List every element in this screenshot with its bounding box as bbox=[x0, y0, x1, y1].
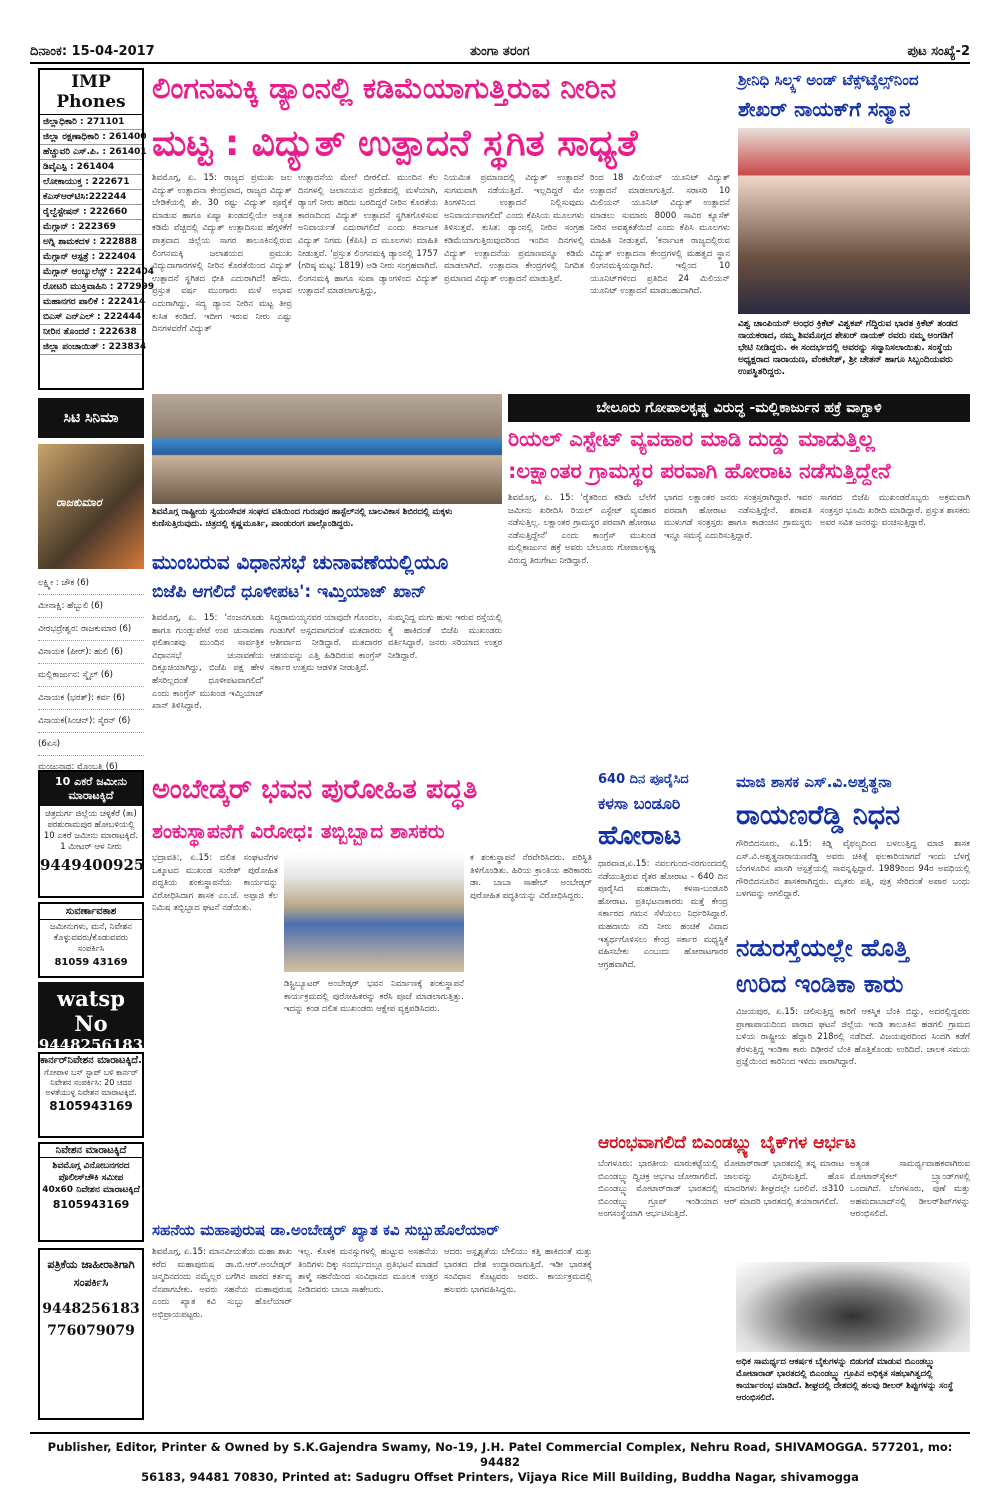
imtiyaz-col-1: ಶಿವಮೊಗ್ಗ, ಏ. 15: 'ನಂಜನಗೂಡು ಹಾಗೂ ಗುಂಡ್ಲುಪೇಟೆ ಉಪ ಚುನಾವಣಾ ಫಲಿತಾಂಶವು ಮುಂದಿನ ಸಾರ್ವತ್ರಿಕ ವಿಧಾನಸಭೆ ಚುನಾವಣೆಯ ದಿಕ್ಸೂಚಿಯಾಗಿದ್ದು, ಬಿಜೆಪಿ ಪಕ್ಷ ಹೇಳ ಹೆಸರಿಲ್ಲದಂತೆ ಧೂಳೀಪಟವಾಗಲಿದೆ' ಎಂದು ಕಾಂಗ್ರೆಸ್ ಮುಖಂಡ ಇಮ್ತಿಯಾಜ್ ಖಾನ್ ತಿಳಿಸಿದ್ದಾರೆ. bbox=[152, 613, 264, 712]
hakre-headline-1: ರಿಯಲ್ ಎಸ್ಟೇಟ್ ವ್ಯವಹಾರ ಮಾಡಿ ದುಡ್ಡು ಮಾಡುತ್ತಿಲ್ಲ bbox=[508, 427, 875, 451]
linganamakki-col-4: ರಿಂದ 18 ಮಿಲಿಯನ್ ಯೂನಿಟ್ ವಿದ್ಯುತ್ ಉತ್ಪಾದನೆ ಮಾಡಲಾಗುತ್ತಿದೆ. ಸರಾಸರಿ 10 ಮಿಲಿಯನ್ ಯೂನಿಟ್ ವಿದ್ಯುತ್ ಉತ್ಪಾದನೆ ಮಾಡಲು ಸುಮಾರು 8000 ಸಾವಿರ ಕ್ಯೂಸೆಕ್ ನೀರಿನ ಅವಶ್ಯಕತೆಯಿದೆ ಎಂದು ಕೆಪಿಸಿ ಮೂಲಗಳು ಮಾಹಿತಿ ನೀಡುತ್ತವೆ. 'ಕರ್ನಾಟಕ ರಾಜ್ಯದಲ್ಲಿರುವ ವಿದ್ಯುತ್ ಉತ್ಪಾದನಾ ಕೇಂದ್ರಗಳಲ್ಲಿ ಮಹತ್ವದ ಸ್ಥಾನ ಲಿಂಗನಮಕ್ಕಿಯದ್ದಾಗಿದೆ. ಇಲ್ಲಿಂದ 10 ಯೂನಿಟ್‌ಗಳಿಂದ ಪ್ರತಿದಿನ 24 ಮಿಲಿಯನ್ ಯೂನಿಟ್ ಉತ್ಪಾದನೆ ಮಾಡಬಹುದಾಗಿದೆ. bbox=[590, 173, 730, 297]
imp-phone-row: ಮೆಗ್ಗಾನ್ ಆಂಬ್ಯುಲೆನ್ಸ್ : 222404 bbox=[40, 265, 142, 280]
imp-phone-row: ಜಿಲ್ಲಾ ರಕ್ಷಣಾಧಿಕಾರಿ : 261400 bbox=[40, 130, 142, 145]
imp-phone-row: ಲೋಕಾಯುಕ್ತ : 222671 bbox=[40, 175, 142, 190]
paper-name: ತುಂಗಾ ತರಂಗ bbox=[470, 44, 530, 59]
rss-camp-caption: ಶಿವಮೊಗ್ಗ ರಾಷ್ಟ್ರೀಯ ಸ್ವಯಂಸೇವಕ ಸಂಘದ ವತಿಯಿಂದ ಗುರುಪುರ ಹಾಸ್ಟೆಲ್‌ನಲ್ಲಿ ಬಾಲವಿಕಾಸ ಶಿಬಿರದಲ್ಲಿ ಮಕ್ಕಳು ಕುಣಿಸುತ್ತಿರುವುದು. ಚಿತ್ರದಲ್ಲಿ ಕೃಷ್ಣಮೂರ್ತಿ, ಪಾಂಡುರಂಗ ಪಾಲ್ಗೊಂಡಿದ್ದರು. bbox=[152, 507, 453, 529]
linganamakki-col-1: ಶಿವಮೊಗ್ಗ, ಏ. 15: ರಾಜ್ಯದ ಪ್ರಮುಖ ಜಲ ವಿದ್ಯುತ್ ಉತ್ಪಾದನಾ ಕೇಂದ್ರವಾದ, ರಾಜ್ಯದ ವಿದ್ಯುತ್ ಬೇಡಿಕೆಯಲ್ಲಿ ಶೇ. 30 ರಷ್ಟು ವಿದ್ಯುತ್ ಪೂರೈಕೆ ಮಾಡುವ ಹಾಗೂ ಏಷ್ಯಾ ಖಂಡದಲ್ಲಿಯೇ ಅತ್ಯಂತ ಕಡಿಮೆ ವೆಚ್ಚದಲ್ಲಿ ವಿದ್ಯುತ್ ಉತ್ಪಾದಿಸುವ ಹೆಗ್ಗಳಿಕೆಗೆ ಪಾತ್ರವಾದ ಜಿಲ್ಲೆಯ ಸಾಗರ ತಾಲೂಕಿನಲ್ಲಿರುವ ಲಿಂಗನಮಕ್ಕಿ ಜಲಾಶಯದ ಪ್ರಮುಖ ವಿದ್ಯುದಾಗಾರಗಳಲ್ಲಿ ನೀರಿನ ಕೊರತೆಯಿಂದ ವಿದ್ಯುತ್ ಉತ್ಪಾದನೆ ಸ್ಥಗಿತದ ಭೀತಿ ಎದುರಾಗಿದೆ! ಹೌದು. ಪ್ರಸ್ತುತ ವರ್ಷ ಮುಂಗಾರು ಮಳೆ ಅಭಾವ ಎದುರಾಗಿದ್ದು, ಸದ್ಯ ಡ್ಯಾಂನ ನೀರಿನ ಮಟ್ಟ ತೀವ್ರ ಕುಸಿತ ಕಂಡಿದೆ. ಇದೀಗ ಇರುವ ನೀರು ಎಷ್ಟು ದಿನಗಳವರೆಗೆ ವಿದ್ಯುತ್ bbox=[152, 173, 292, 335]
srinidhi-headline-2: ಶೇಖರ್ ನಾಯಕ್‌ಗೆ ಸನ್ಮಾನ bbox=[738, 97, 911, 121]
bmw-col-1: ಬೆಂಗಳೂರು: ಭಾರತೀಯ ಮಾರುಕಟ್ಟೆಯಲ್ಲಿ ಬಿಎಂಡಬ್ಲ್ಯು ದ್ವಿಚಕ್ರ ಆರ್ಭಟ ಜೋರಾಗಲಿದೆ. ಬಿಎಂಡಬ್ಲ್ಯು ಮೋಟಾರ್‌ರಾಡ್ ಭಾರತದಲ್ಲಿ ಬಿಎಂಡಬ್ಲ್ಯು ಗ್ರೂಪ್ ಇಂಡಿಯಾದ ಅಂಗಸಂಸ್ಥೆಯಾಗಿ ಆರ್ಭಟಿಸುತ್ತಿದೆ. bbox=[598, 1159, 718, 1220]
linganamakki-headline-2: ಮಟ್ಟ : ವಿದ್ಯುತ್ ಉತ್ಪಾದನೆ ಸ್ಥಗಿತ ಸಾಧ್ಯತೆ bbox=[152, 123, 638, 164]
indica-col-1: ವಿಜಯಪುರ, ಏ.15: ಚಲಿಸುತ್ತಿದ್ದ ಕಾರಿಗೆ ಆಕಸ್ಮಿಕ ಬೆಂಕಿ ಬಿದ್ದು, ಅದರಲ್ಲಿದ್ದವರು ಪ್ರಾಣಾಪಾಯದಿಂದ ಪಾರಾದ ಘಟನೆ ಜಿಲ್ಲೆಯ ಇಂಡಿ ತಾಲೂಕಿನ ಹಡಗಲಿ ಗ್ರಾಮದ ಬಳಿಯ ರಾಷ್ಟ್ರೀಯ ಹೆದ್ದಾರಿ 218ರಲ್ಲಿ ನಡೆದಿದೆ. ವಿಜಯಪುರದಿಂದ ಸಿಂದಗಿ ಕಡೆಗೆ ತೆರಳುತ್ತಿದ್ದ ಇಂಡಿಕಾ ಕಾರು ದಿಢೀರನೆ ಬೆಂಕಿ ಹೊತ್ತಿಕೊಂಡು ಉರಿದಿದೆ. ಚಾಲಕ ಸಮಯ ಪ್ರಜ್ಞೆಯಿಂದ ಕಾರಿನಿಂದ ಇಳಿದು ಪಾರಾಗಿದ್ದಾರೆ. bbox=[736, 1007, 970, 1068]
site-sale-title: ನಿವೇಶನ ಮಾರಾಟಕ್ಕಿದೆ bbox=[40, 1144, 142, 1158]
imp-phones-list bbox=[40, 115, 155, 355]
ambedkar-bhavan-col-1: ಭದ್ರಾವತಿ:, ಏ.15: ದಲಿತ ಸಂಘಟನೆಗಳ ಒಕ್ಕೂಟದ ಮುಖಂಡ ಸುರೇಶ್ ಪುರೋಹಿತ ಪದ್ಧತಿಯ ಶಂಕುಸ್ಥಾಪನೆಯ ಕಾರ್ಯವನ್ನು ವಿರೋಧಿಸಿದಾಗ ಶಾಸಕ ಎಂ.ಜೆ. ಅಪ್ಪಾಜಿ ಕೆಲ ನಿಮಿಷ ತಬ್ಬಿಬ್ಬಾದ ಘಟನೆ ನಡೆಯಿತು. bbox=[152, 853, 278, 914]
ambedkar-bhavan-headline-1: ಅಂಬೇಡ್ಕರ್ ಭವನ ಪುರೋಹಿತ ಪದ್ಧತಿ bbox=[152, 774, 478, 805]
imprint-line-1: Publisher, Editor, Printer & Owned by S.K.Gajendra Swamy, No-19, J.H. Patel Commercial Complex, Nehru Road, SHIVAMOGGA. 577201, mo: 94482 bbox=[47, 1440, 953, 1469]
opportunity-title: ಸುವರ್ಣಾವಕಾಶ bbox=[40, 904, 142, 920]
imp-phone-row: ಮೆಗ್ಗಾನ್ ಆಸ್ಪತ್ರೆ : 222404 bbox=[40, 250, 142, 265]
bmw-caption: ಅಧಿಕ ಸಾಮರ್ಥ್ಯದ ಆಕರ್ಷಕ ಬೈಕುಗಳನ್ನು ಬಿಡುಗಡೆ ಮಾಡುವ ಬಿಎಂಡಬ್ಲ್ಯು ಮೋಟಾರಾಡ್ ಭಾರತದಲ್ಲಿ ಬಿಎಂಡಬ್ಲ್ಯು ಗ್ರೂಪಿನ ಅಧಿಕೃತ ಸಹಭಾಗಿತ್ವದಲ್ಲಿ ಕಾರ್ಯಾರಂಭ ಮಾಡಿದೆ. ಶೀಘ್ರದಲ್ಲಿ ದೇಶದಲ್ಲಿ ಹಲವು ಡೀಲರ್ ಶಿಪ್ಪುಗಳನ್ನು ಸಂಸ್ಥೆ ಆರಂಭಿಸಲಿದೆ. bbox=[736, 1357, 954, 1403]
site-sale-ad bbox=[38, 1142, 144, 1242]
subbu-col-3: ಆದರು ಅಸ್ಪೃಶ್ಯತೆಯ ಬೇಲಿಯು ಕತ್ತಿ ಹಾಕಿದಂತೆ ಮತ್ತು ಭಾರತದ ದೇಶ ಉದ್ಧಾರವಾಗುತ್ತಿದೆ. ಇಡೀ ಭಾರತಕ್ಕೆ ಸಂವಿಧಾನ ಕೊಟ್ಟವರು ಅವರು. ಕಾರ್ಯಕ್ರಮದಲ್ಲಿ ಹಲವರು ಭಾಗವಹಿಸಿದ್ದರು. bbox=[444, 1247, 592, 1295]
opportunity-body: ಜಮೀನುಗಳು, ಮನೆ, ನಿವೇಶನ ಕೊಳ್ಳುವವರು/ಕೊಡುವವರು ಸಂಪರ್ಕಿಸಿ bbox=[50, 922, 132, 954]
whatsapp-ad bbox=[38, 982, 144, 1054]
bmw-col-2: ಮೋಟಾರ್‌ರಾಡ್ ಭಾರತದಲ್ಲಿ ತನ್ನ ಮಾರಾಟ ಜಾಲವನ್ನು ವಿಸ್ತರಿಸುತ್ತಿದೆ. ಹೊಸ ಮಾದರಿಗಳು ಶೀಘ್ರದಲ್ಲೇ ಬರಲಿವೆ. ಜಿ310 ಆರ್ ಮಾದರಿ ಭಾರತದಲ್ಲಿ ತಯಾರಾಗಲಿದೆ. bbox=[724, 1159, 844, 1207]
imp-phone-row: ಬಿಎಸ್ ಎನ್ಎಲ್ : 222444 bbox=[40, 310, 142, 325]
cinema-listings bbox=[38, 572, 144, 779]
land-sale-ad bbox=[38, 770, 144, 898]
masthead-bar bbox=[30, 40, 970, 64]
advertise-contact-ad bbox=[38, 1248, 144, 1420]
linganamakki-col-2: ಉತ್ಪಾದನೆಯ ಮೇಲೆ ಬೀರಲಿದೆ. ಮುಂದಿನ ಕೆಲ ದಿನಗಳಲ್ಲಿ ಜಲಾನಯನ ಪ್ರದೇಶದಲ್ಲಿ ಮಳೆಯಾಗಿ, ಡ್ಯಾಂಗೆ ನೀರು ಹರಿದು ಬರದಿದ್ದರೆ ನೀರಿನ ಕೊರತೆಯ ಕಾರಣದಿಂದ ವಿದ್ಯುತ್ ಉತ್ಪಾದನೆ ಸ್ಥಗಿತಗೊಳಿಸುವ ಅನಿವಾರ್ಯತೆ ಎದುರಾಗಲಿದೆ ಎಂದು ಕರ್ನಾಟಕ ವಿದ್ಯುತ್ ನಿಗಮ (ಕೆಪಿಸಿ) ದ ಮೂಲಗಳು ಮಾಹಿತಿ ನೀಡುತ್ತವೆ. 'ಪ್ರಸ್ತುತ ಲಿಂಗನಮಕ್ಕಿ ಡ್ಯಾಂನಲ್ಲಿ 1757 (ಗರಿಷ್ಠ ಮಟ್ಟ: 1819) ಅಡಿ ನೀರು ಸಂಗ್ರಹವಾಗಿದೆ. ಲಿಂಗನಮಕ್ಕಿ ಹಾಗೂ ಸುಪಾ ಡ್ಯಾಂಗಳಿಂದ ವಿದ್ಯುತ್ ಉತ್ಪಾದನೆ ಮಾಡಲಾಗುತ್ತಿದ್ದು, bbox=[298, 173, 438, 297]
cinema-listing-item: ವೀರಭದ್ರೇಶ್ವರ: ರಾಜಕುಮಾರ (6) bbox=[38, 618, 144, 641]
kalasa-headline-1: 640 ದಿನ ಪೂರೈಸಿದ bbox=[598, 772, 689, 787]
imp-phones-box bbox=[38, 68, 155, 390]
whatsapp-phone: 9448256183 bbox=[38, 1036, 144, 1054]
imprint-line-2: 56183, 94481 70830, Printed at: Sadugru Offset Printers, Vijaya Rice Mill Building, Buddha Nagar, shivamogga bbox=[141, 1470, 859, 1484]
cinema-listing-item: ವಿನಾಯಕ(ಸಿಂಚನ್): ಸೈರನ್ (6) bbox=[38, 710, 144, 733]
srinidhi-felicitation-photo bbox=[738, 128, 970, 314]
kalasa-col-1: ಧಾರವಾಡ,ಏ.15: ನವಲಗುಂದ-ನರಗುಂದದಲ್ಲಿ ನಡೆಯುತ್ತಿರುವ ರೈತರ ಹೋರಾಟ - 640 ದಿನ ಪೂರೈಸಿದ ಮಹದಾಯಿ, ಕಳಸಾ-ಬಂಡೂರಿ ಹೋರಾಟ. ಪ್ರತಿಭಟನಾಕಾರರು ಮತ್ತೆ ಕೇಂದ್ರ ಸರ್ಕಾರದ ಗಮನ ಸೆಳೆಯಲು ನಿರ್ಧರಿಸಿದ್ದಾರೆ. ಮಹದಾಯಿ ನದಿ ನೀರು ಹಂಚಿಕೆ ವಿವಾದ ಇತ್ಯರ್ಥಗೊಳಿಸಲು ಕೇಂದ್ರ ಸರ್ಕಾರ ಮಧ್ಯಸ್ಥಿಕೆ ವಹಿಸಬೇಕು ಎಂಬುದು ಹೋರಾಟಗಾರರ ಆಗ್ರಹವಾಗಿದೆ. bbox=[598, 859, 728, 970]
cinema-listing-item: (6ಏಸ) bbox=[38, 733, 144, 756]
indica-headline-1: ನಡುರಸ್ತೆಯಲ್ಲೇ ಹೊತ್ತಿ bbox=[736, 934, 909, 962]
cinema-listing-item: ಮಲ್ಲಿಕಾರ್ಜುನ: ಸ್ಮೈಲ್ (6) bbox=[38, 664, 144, 687]
hakre-headline-2: :ಲಕ್ಷಾಂತರ ಗ್ರಾಮಸ್ಥರ ಪರವಾಗಿ ಹೋರಾಟ ನಡೆಸುತ್ತಿದ್ದೇನೆ bbox=[508, 459, 891, 483]
linganamakki-col-3: ನಿಯಮಿತ ಪ್ರಮಾಣದಲ್ಲಿ ವಿದ್ಯುತ್ ಉತ್ಪಾದನೆ ಸುಗಮವಾಗಿ ನಡೆಯುತ್ತಿದೆ. ಇಲ್ಲದಿದ್ದರೆ ಮೇ ತಿಂಗಳಿನಿಂದ ಉತ್ಪಾದನೆ ನಿಲ್ಲಿಸುವುದು ಅನಿವಾರ್ಯವಾಗಲಿದೆ' ಎಂದು ಕೆಪಿಸಿಯ ಮೂಲಗಳು ತಿಳಿಸುತ್ತವೆ. ಕುಸಿತ: ಡ್ಯಾಂನಲ್ಲಿ ನೀರಿನ ಸಂಗ್ರಹ ಕಡಿಮೆಯಾಗುತ್ತಿರುವುದರಿಂದ ಇಂದಿನ ದಿನಗಳಲ್ಲಿ ವಿದ್ಯುತ್ ಉತ್ಪಾದನೆಯ ಪ್ರಮಾಣವನ್ನೂ ಕಡಿಮೆ ಮಾಡಲಾಗಿದೆ. ಉತ್ಪಾದನಾ ಕೇಂದ್ರಗಳಲ್ಲಿ ನಿಗದಿತ ಪ್ರಮಾಣದ ವಿದ್ಯುತ್ ಉತ್ಪಾದನೆ ಮಾಡುತ್ತಿವೆ. bbox=[444, 173, 584, 284]
site-sale-phone: 8105943169 bbox=[52, 1198, 130, 1211]
imp-phone-row: ಜಿಲ್ಲಾ ಪಂಚಾಯಿತ್ : 223834 bbox=[40, 340, 142, 355]
page-number: ಪುಟ ಸಂಖ್ಯೆ-2 bbox=[907, 44, 970, 59]
hakre-banner: ಬೇಲೂರು ಗೋಪಾಲಕೃಷ್ಣ ವಿರುದ್ಧ -ಮಲ್ಲಿಕಾರ್ಜುನ ಹಕ್ರೆ ವಾಗ್ದಾಳಿ bbox=[508, 394, 970, 422]
rss-camp-photo bbox=[152, 394, 502, 504]
reddy-col-1: ಗೌರಿಬಿದನೂರು, ಏ.15: ಕಿಡ್ನಿ ವೈಫಲ್ಯದಿಂದ ಬಳಲುತ್ತಿದ್ದ ಮಾಜಿ ಶಾಸಕ ಎಸ್.ವಿ.ಅಶ್ವತ್ಥನಾರಾಯಣರೆಡ್ಡಿ ಅವರು ಚಿಕಿತ್ಸೆ ಫಲಕಾರಿಯಾಗದೆ ಇಂದು ಬೆಳಗ್ಗೆ ಬೆಂಗಳೂರಿನ ಖಾಸಗಿ ಆಸ್ಪತ್ರೆಯಲ್ಲಿ ಸಾವನ್ನಪ್ಪಿದ್ದಾರೆ. 1989ರಿಂದ 94ರ ಅವಧಿಯಲ್ಲಿ ಗೌರಿಬಿದನೂರಿನ ಶಾಸಕರಾಗಿದ್ದರು. ಮೃತರು ಪತ್ನಿ, ಪುತ್ರ ಸೇರಿದಂತೆ ಅಪಾರ ಬಂಧು ಬಳಗವನ್ನು ಅಗಲಿದ್ದಾರೆ. bbox=[736, 839, 970, 900]
reddy-headline-2: ರಾಯಣರೆಡ್ಡಿ ನಿಧನ bbox=[736, 800, 901, 831]
kalasa-headline-3: ಹೋರಾಟ bbox=[598, 821, 682, 851]
opportunity-ad bbox=[38, 902, 144, 978]
city-cinema-heading: ಸಿಟಿ ಸಿನಿಮಾ bbox=[38, 398, 144, 438]
imp-phone-row: ನೀರಿನ ತೊಂದರೆ : 222638 bbox=[40, 325, 142, 340]
kalasa-headline-2: ಕಳಸಾ ಬಂಡೂರಿ bbox=[598, 794, 681, 813]
imp-phone-row: ಜಿಲ್ಲಾಧಿಕಾರಿ : 271101 bbox=[40, 115, 142, 130]
reddy-headline-1: ಮಾಜಿ ಶಾಸಕ ಎಸ್.ವಿ.ಅಶ್ವತ್ಥನಾ bbox=[736, 773, 892, 791]
subbu-col-2: ಇಲ್ಲ. ಕೊಳಕ ಮನಸ್ಸುಗಳಲ್ಲಿ ಹುಟ್ಟುವ ಅಸಹನೆಯ ತಿಂದಿಗಳು ದಿಕ್ಕು ಸಂದರ್ಭದಲ್ಲೂ ಪ್ರತಿಭಟನೆ ಮಾಡದೆ ತಾಳ್ಮೆ ಸಹನೆಯಿಂದ ಸಂವಿಧಾನದ ಮೂಲಕ ಉತ್ತರ ನೀಡಿದವರು ಬಾಬಾ ಸಾಹೇಬರು. bbox=[298, 1247, 438, 1295]
movie-poster-image bbox=[38, 444, 144, 569]
land-sale-phone: 9449400925 bbox=[40, 856, 145, 874]
srinidhi-caption: ವಿಶ್ವ ಚಾಂಪಿಯನ್ ಅಂಧರ ಕ್ರಿಕೆಟ್ ವಿಶ್ವಕಪ್ ಗೆದ್ದಿರುವ ಭಾರತ ಕ್ರಿಕೆಟ್ ತಂಡದ ನಾಯಕರಾದ, ನಮ್ಮ ಶಿವಮೊಗ್ಗದ ಶೇಖರ್ ನಾಯಕ್ ರವರು ನಮ್ಮ ಅಂಗಡಿಗೆ ಭೇಟಿ ನೀಡಿದ್ದರು. ಈ ಸಂದರ್ಭದಲ್ಲಿ ಅವರನ್ನು ಸನ್ಮಾನಿಸಲಾಯಿತು. ಸಂಸ್ಥೆಯ ಅಧ್ಯಕ್ಷರಾದ ನಾರಾಯಣ, ವೆಂಕಟೇಶ್, ಶ್ರೀ ಚೇತನ್ ಹಾಗೂ ಸಿಬ್ಬಂದಿಯವರು ಉಪಸ್ಥಿತರಿದ್ದರು. bbox=[738, 319, 958, 377]
cinema-listing-item: ಮಂಜುನಾಥ: ಮೊಂಬತ್ತಿ (6) bbox=[38, 756, 144, 779]
bmw-motorcycle-photo bbox=[736, 1262, 970, 1352]
advertise-contact-title: ಪತ್ರಿಕೆಯ ಜಾಹೀರಾತಿಗಾಗಿ ಸಂಪರ್ಕಿಸಿ bbox=[47, 1258, 135, 1289]
imp-phone-row: ರೈಲ್ವೆಸ್ಟೇಷನ್ : 222660 bbox=[40, 205, 142, 220]
cinema-listing-item: ವಿನಾಯಕ (ಭರತ್): ಕರ್ವ (6) bbox=[38, 687, 144, 710]
corner-site-title: ಕಾರ್ನರ್‌ನಿವೇಶನ ಮಾರಾಟಕ್ಕಿದೆ. bbox=[40, 1055, 142, 1066]
advertise-phone-1: 9448256183 bbox=[42, 1301, 140, 1317]
linganamakki-headline-1: ಲಿಂಗನಮಕ್ಕಿ ಡ್ಯಾಂನಲ್ಲಿ ಕಡಿಮೆಯಾಗುತ್ತಿರುವ ನೀರಿನ bbox=[152, 71, 617, 105]
imp-phone-row: ಮೆಗ್ಗಾನ್ : 222369 bbox=[40, 220, 142, 235]
hakre-col-3: ಸಾಗರದ ಬಿಜೆಪಿ ಮುಖಂಡರೊಬ್ಬರು ಅಕ್ರಮವಾಗಿ ಸಂತ್ರಸ್ತರ ಭೂಮಿ ಖರೀದಿ ಮಾಡಿದ್ದಾರೆ. ಪ್ರಸ್ತುತ ಶಾಸಕರು ಅವರ ಸವಿತ ಜನರನ್ನು ವಂಚಿಸುತ್ತಿದ್ದಾರೆ. bbox=[820, 493, 970, 529]
whatsapp-title: watsp No bbox=[57, 986, 125, 1036]
cinema-listing-item: ಲಕ್ಷ್ಮೀ : ಚೌಕ (6) bbox=[38, 572, 144, 595]
opportunity-phone: 81059 43169 bbox=[54, 957, 128, 968]
land-sale-title: 10 ಎಕರೆ ಜಮೀನು ಮಾರಾಟಕ್ಕಿದೆ bbox=[40, 772, 142, 806]
site-sale-body: ಶಿವಮೊಗ್ಗ ವಿನೋಬನಗರದ ಪೊಲೀಸ್‌ಚೌಕಿ ಸಮೀಪ 40x60 ನಿವೇಶನ ಮಾರಾಟಕ್ಕಿದೆ bbox=[42, 1161, 140, 1195]
imp-phone-row: ಕೆಎಸ್ಆರ್‌ಟಿಸಿ:222244 bbox=[40, 190, 142, 205]
corner-site-phone: 8105943169 bbox=[49, 1099, 133, 1113]
land-sale-body: ಚಿತ್ರದುರ್ಗ ಜಿಲ್ಲೆಯ ಚಳ್ಳಕೆರೆ (ತಾ) ಪರಶುರಾಮಪುರ ಹೋಬಳಿಯಲ್ಲಿ 10 ಎಕರೆ ಜಮೀನು ಮಾರಾಟಕ್ಕಿದೆ. 1 ಮೀಟರ್ ಆಳ ನೀರು bbox=[43, 809, 139, 852]
imp-phone-row: ಮಹಾನಗರ ಪಾಲಿಕೆ : 222414 bbox=[40, 295, 142, 310]
imtiyaz-headline-2: ಬಿಜೆಪಿ ಆಗಲಿದೆ ಧೂಳೀಪಟ': ಇಮ್ತಿಯಾಜ್ ಖಾನ್ bbox=[152, 582, 427, 602]
imp-phone-row: ಡಿವೈಎಸ್ಪಿ : 261404 bbox=[40, 160, 142, 175]
ambedkar-bhavan-col-3: ಕ ಶಂಕುಸ್ಥಾಪನೆ ನೆರವೇರಿಸಿದರು. ಪರಿಸ್ಥಿತಿ ತಿಳಿಗೊಂಡಿತು. ಹಿರಿಯ ಕ್ರಾಂತಿಯ ಹರಿಕಾರರು ಡಾ. ಬಾಬಾ ಸಾಹೇಬ್ ಅಂಬೇಡ್ಕರ್ ಪುರೋಹಿತ ಪದ್ಧತಿಯನ್ನು ವಿರೋಧಿಸಿದ್ದರು. bbox=[470, 853, 592, 901]
advertise-phone-2: 776079079 bbox=[47, 1323, 135, 1339]
ambedkar-bhavan-col-2: ಡಿಸ್ಟ್ರಿಬ್ಯೂಟರ್ ಅಂಬೇಡ್ಕರ್ ಭವನ ನಿರ್ಮಾಣಕ್ಕೆ ಶಂಕುಸ್ಥಾಪನೆ ಕಾರ್ಯಕ್ರಮದಲ್ಲಿ ಪುರೋಹಿತರನ್ನು ಕರೆಸಿ ಪೂಜೆ ಮಾಡಲಾಗುತ್ತಿತ್ತು. ಇದನ್ನು ಕಂಡ ದಲಿತ ಮುಖಂಡರು ಆಕ್ಷೇಪ ವ್ಯಕ್ತಪಡಿಸಿದರು. bbox=[284, 979, 464, 1015]
corner-site-ad bbox=[38, 1052, 144, 1138]
ambedkar-bhavan-headline-2: ಶಂಕುಸ್ಥಾಪನೆಗೆ ವಿರೋಧ: ತಬ್ಬಿಬ್ಬಾದ ಶಾಸಕರು bbox=[152, 819, 445, 843]
ambedkar-bhavan-photo bbox=[284, 852, 464, 972]
bmw-headline: ಆರಂಭವಾಗಲಿದೆ ಬಿಎಂಡಬ್ಲ್ಯು ಬೈಕ್‌ಗಳ ಆರ್ಭಟ bbox=[598, 1133, 856, 1153]
imtiyaz-headline-1: ಮುಂಬರುವ ವಿಧಾನಸಭೆ ಚುನಾವಣೆಯಲ್ಲಿಯೂ bbox=[152, 550, 449, 574]
imp-phone-row: ಅಗ್ನಿ ಶಾಮಕದಳ : 222888 bbox=[40, 235, 142, 250]
cinema-listing-item: ವಿನಾಯಕ (ಪೀರ್): ಹುಲಿ (6) bbox=[38, 641, 144, 664]
issue-date: ದಿನಾಂಕ: 15-04-2017 bbox=[30, 44, 155, 59]
indica-headline-2: ಉರಿದ ಇಂಡಿಕಾ ಕಾರು bbox=[736, 970, 904, 998]
hakre-col-2: ಭಾಗದ ಲಕ್ಷಾಂತರ ಜನರು ಸಂತ್ರಸ್ತರಾಗಿದ್ದಾರೆ. ಇವರ ಪರವಾಗಿ ಹೋರಾಟ ನಡೆಸುತ್ತಿದ್ದೇನೆ. ಶರಾವತಿ ಮುಳುಗಡೆ ಸಂತ್ರಸ್ತರು ಹಾಗೂ ಕಾಡಂಚಿನ ಗ್ರಾಮಸ್ಥರು ಇನ್ನೂ ಸಮಸ್ಯೆ ಎದುರಿಸುತ್ತಿದ್ದಾರೆ. bbox=[664, 493, 812, 541]
subbu-headline: ಸಹನೆಯ ಮಹಾಪುರುಷ ಡಾ.ಅಂಬೇಡ್ಕರ್ ಖ್ಯಾತ ಕವಿ ಸುಬ್ಬುಹೊಲೆಯಾರ್ bbox=[152, 1221, 500, 1239]
movie-poster-title: ರಾಜಕುಮಾರ bbox=[56, 496, 102, 509]
imp-phone-row: ರೋಟರಿ ಮುಕ್ತಿವಾಹಿನಿ : 272999 bbox=[40, 280, 142, 295]
corner-site-body: ಗೋಪಾಳ ಬಸ್ ಸ್ಟಾಪ್ ಬಳಿ ಕಾರ್ನರ್ ನಿವೇಶನ ಸಂಪರ್ಕಿಸಿ: 20 ಚದರ ಅಳತೆಯುಳ್ಳ ನಿವೇಶನ ಮಾರಾಟಕ್ಕಿದೆ. bbox=[44, 1068, 138, 1097]
cinema-listing-item: ಮೀನಾಕ್ಷಿ: ಹೆಬ್ಬುಲಿ (6) bbox=[38, 595, 144, 618]
imtiyaz-col-3: ಸುಮ್ಮನಿದ್ದ ಮಗು ಹುಳು ಇರುವ ರಸ್ತೆಯಲ್ಲಿ ಕೈ ಹಾಕಿದಂತೆ ಬಿಜೆಪಿ ಮುಖಂಡರು ವರ್ತಿಸಿದ್ದಾರೆ. ಜನರು ಸರಿಯಾದ ಉತ್ತರ ನೀಡಿದ್ದಾರೆ. bbox=[388, 613, 502, 661]
imtiyaz-col-2: ಸಿದ್ದರಾಮಯ್ಯನವರ ಯಾವುದೇ ಗೊಂದಲ, ಗುಡುಗಿಗೆ ಅಸ್ಪದವಾಗದಂತೆ ಮತದಾರರು ಆಶೀರ್ವಾದ ನೀಡಿದ್ದಾರೆ. ಮತದಾರರ ಆಶಯವನ್ನು ಎತ್ತಿ ಹಿಡಿದಿರುವ ಕಾಂಗ್ರೆಸ್ ಸರ್ಕಾರ ಉತ್ತಮ ಆಡಳಿತ ನೀಡುತ್ತಿದೆ. bbox=[270, 613, 382, 674]
imprint-footer bbox=[30, 1432, 970, 1485]
imp-phone-row: ಹೆಚ್ಚುವರಿ ಎಸ್.ಪಿ. : 261401 bbox=[40, 145, 142, 160]
subbu-col-1: ಶಿವಮೊಗ್ಗ, ಏ.15: ಮಾನವೀಯತೆಯ ಮಹಾ ಶಾಖ ಕರೆದ ಮಹಾಪುರುಷ ಡಾ.ಬಿ.ಆರ್.ಅಂಬೇಡ್ಕರ್ ಜನ್ಮದಿನದಂದು ನಮ್ಮೆಲ್ಲರ ಬಗೆಗಿನ ಪಾಠದ ಕರ್ತವ್ಯ ನೆನಪಾಗಬೇಕು. ಅವರು ಸಹನೆಯ ಮಹಾಪುರುಷ ಎಂದು ಖ್ಯಾತ ಕವಿ ಸುಬ್ಬು ಹೊಲೆಯಾರ್ ಅಭಿಪ್ರಾಯಪಟ್ಟರು. bbox=[152, 1247, 292, 1320]
imp-phones-title: IMP Phones bbox=[40, 70, 142, 115]
hakre-col-1: ಶಿವಮೊಗ್ಗ, ಏ. 15: 'ರೈತರಿಂದ ಕಡಿಮೆ ಬೆಲೆಗೆ ಜಮೀನು ಖರೀದಿಸಿ ರಿಯಲ್ ಎಸ್ಟೇಟ್ ವ್ಯವಹಾರ ನಡೆಸುತ್ತಿಲ್ಲ. ಲಕ್ಷಾಂತರ ಗ್ರಾಮಸ್ಥರ ಪರವಾಗಿ ಹೋರಾಟ ನಡೆಸುತ್ತಿದ್ದೇನೆ' ಎಂದು ಕಾಂಗ್ರೆಸ್ ಮುಖಂಡ ಮಲ್ಲಿಕಾರ್ಜುನ ಹಕ್ರೆ ಅವರು ಬೇಲೂರು ಗೋಪಾಲಕೃಷ್ಣ ವಿರುದ್ಧ ತಿರುಗೇಟು ನೀಡಿದ್ದಾರೆ. bbox=[508, 493, 656, 566]
bmw-col-3: ಅತ್ಯಂತ ಸಾಮರ್ಥ್ಯವಾಹಕವಾಗಿರುವ ಮೋಟಾರ್‌ಸೈಕಲ್ ಬ್ರ್ಯಾಂಡ್‌ಗಳಲ್ಲಿ ಒಂದಾಗಿದೆ. ಬೆಂಗಳೂರು, ಪುಣೆ ಮತ್ತು ಅಹಮದಾಬಾದ್‌ನಲ್ಲಿ ಡೀಲರ್‌ಶಿಪ್‌ಗಳನ್ನು ಆರಂಭಿಸಲಿದೆ. bbox=[850, 1159, 970, 1220]
srinidhi-headline-1: ಶ್ರೀನಿಧಿ ಸಿಲ್ಕ್ಸ್ ಅಂಡ್ ಟೆಕ್ಸ್‌ಟೈಲ್ಸ್‌ನಿಂದ bbox=[738, 71, 919, 89]
